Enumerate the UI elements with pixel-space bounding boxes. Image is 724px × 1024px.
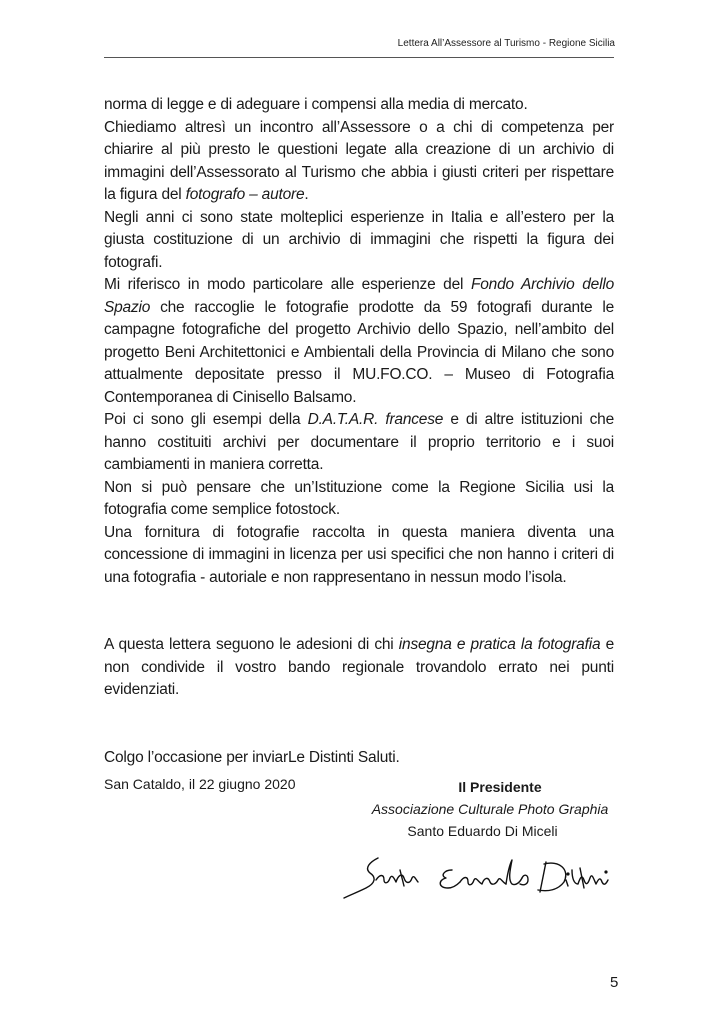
italic-insegna: insegna e pratica la fotografia	[398, 636, 601, 653]
place-date: San Cataldo, il 22 giugno 2020	[104, 776, 296, 792]
running-header: Lettera All’Assessore al Turismo - Regione Sicilia	[397, 38, 615, 49]
page-number: 5	[610, 974, 619, 991]
paragraph-experiences: Negli anni ci sono state molteplici esperienze in Italia e all’estero per la giusta costituzione di un archivio di immagini che rispetti la figura dei fotografi.	[104, 208, 614, 271]
paragraph-meeting-request: Chiediamo altresì un incontro all’Assessore o a chi di competenza per chiarire al più presto le questioni legate alla creazione di un archivio di immagini dell’Assessorato al Turismo che abbia i giusti criteri per rispettare la figura del fotografo – autore.	[104, 118, 614, 203]
paragraph-fondo-archivio: Mi riferisco in modo particolare alle esperienze del Fondo Archivio dello Spazio che raccoglie le fotografie prodotte da 59 fotografi durante le campagne fotografiche del progetto Archivio dello Spazio, nell’ambito del progetto Beni Architettonici e Ambientali della Provincia di Milano che sono attualmente depositate presso il MU.FO.CO. – Museo di Fotografia Contemporanea di Cinisello Balsamo.	[104, 276, 614, 406]
organization-name: Associazione Culturale Photo Graphia	[371, 801, 609, 817]
italic-fondo-archivio: Fondo Archivio dello Spazio	[104, 276, 614, 316]
italic-fotografo-autore: fotografo – autore	[185, 186, 305, 203]
header-divider	[104, 57, 614, 58]
signer-name: Santo Eduardo Di Miceli	[407, 823, 558, 839]
paragraph-datar: Poi ci sono gli esempi della D.A.T.A.R. francese e di altre istituzioni che hanno costituiti archivi per documentare il proprio territorio e i suoi cambiamenti in maniera corretta.	[104, 411, 614, 473]
paragraph-fotostock: Non si può pensare che un’Istituzione come la Regione Sicilia usi la fotografia come semplice fotostock.	[104, 478, 614, 518]
signer-title: Il Presidente	[458, 779, 542, 795]
paragraph-greetings: Colgo l’occasione per inviarLe Distinti Saluti.	[104, 748, 400, 766]
letter-body	[104, 94, 614, 769]
handwritten-signature	[340, 840, 620, 910]
paragraph-compensation: norma di legge e di adeguare i compensi alla media di mercato.	[104, 96, 528, 113]
signature-block	[370, 776, 610, 842]
paragraph-adhesions: A questa lettera seguono le adesioni di chi insegna e pratica la fotografia e non condivide il vostro bando regionale trovandolo errato nei punti evidenziati.	[104, 636, 615, 698]
italic-datar: D.A.T.A.R. francese	[307, 411, 444, 428]
paragraph-licensing: Una fornitura di fotografie raccolta in questa maniera diventa una concessione di immagini in licenza per usi specifici che non hanno i criteri di una fotografia - autoriale e non rappresentano in nessun modo l’isola.	[104, 523, 614, 586]
